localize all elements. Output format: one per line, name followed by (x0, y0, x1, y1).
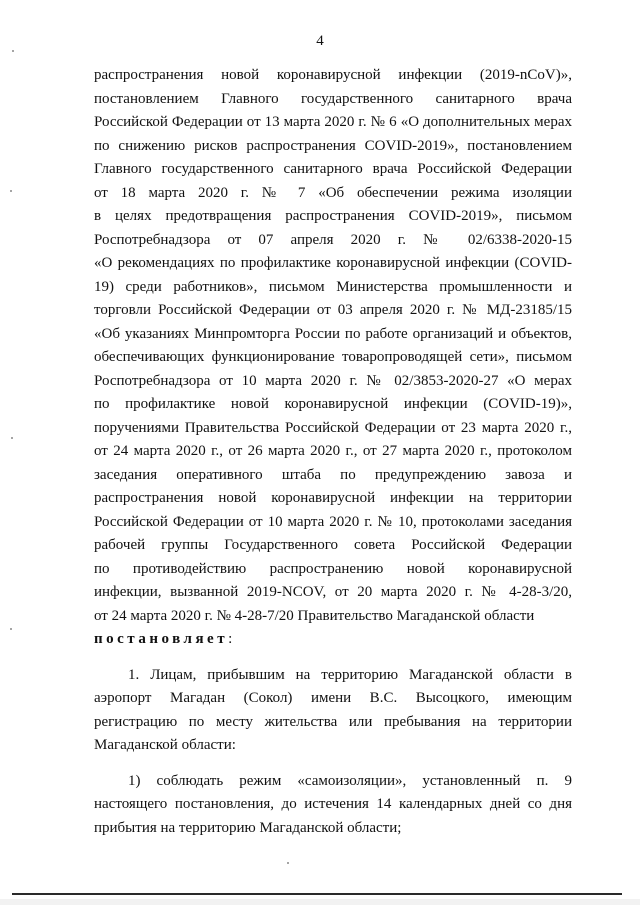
text-line: настоящего постановления, до истечения 14 календарных дней со дня (94, 796, 572, 812)
text-line: по профилактике новой коронавирусной инфекции (COVID-19)», (94, 396, 572, 412)
scan-speck (287, 862, 289, 864)
text-line: 19) среди работников», письмом Министерства промышленности и (94, 278, 572, 295)
document-body (94, 64, 572, 840)
text-line: рабочей группы Государственного совета Российской Федерации (94, 537, 572, 553)
text-line: от 18 марта 2020 г. № 7 «Об обеспечении режима изоляции (94, 184, 572, 201)
paragraph-legal-basis (94, 64, 572, 628)
text-line: прибытия на территорию Магаданской области; (94, 819, 402, 836)
text-line: Российской Федерации от 13 марта 2020 г. № 6 «О дополнительных мерах (94, 114, 572, 130)
text-line: поручениями Правительства Российской Федерации от 23 марта 2020 г., (94, 419, 572, 436)
scan-speck (10, 628, 12, 630)
text-line: распространения новой коронавирусной инфекции на территории (94, 490, 572, 506)
scan-speck (12, 50, 14, 52)
text-line: по противодействию распространению новой коронавирусной (94, 560, 572, 577)
text-line: Роспотребнадзора от 07 апреля 2020 г. № 02/6338-2020-15 (94, 231, 572, 248)
text-line: Главного государственного санитарного врача Российской Федерации (94, 161, 572, 177)
text-line: «Об указаниях Минпромторга России по работе организаций и объектов, (94, 325, 572, 342)
text-line: от 24 марта 2020 г. № 4-28-7/20 Правительство Магаданской области (94, 607, 535, 624)
text-line: «О рекомендациях по профилактике коронавирусной инфекции (COVID- (94, 255, 572, 271)
text-line: 1) соблюдать режим «самоизоляции», установленный п. 9 (128, 772, 572, 789)
text-line: Магаданской области: (94, 737, 236, 753)
text-line: торговли Российской Федерации от 03 апреля 2020 г. № МД-23185/15 (94, 302, 572, 318)
resolves-word: постановляет (94, 631, 229, 647)
text-line: Роспотребнадзора от 10 марта 2020 г. № 02/3853-2020-27 «О мерах (94, 372, 572, 389)
resolves-colon: : (228, 631, 233, 647)
text-line: регистрацию по месту жительства или пребывания на территории (94, 713, 572, 730)
scan-edge-bottom (0, 899, 640, 905)
text-line: заседания оперативного штаба по предупреждению завоза и (94, 466, 572, 483)
text-line: аэропорт Магадан (Сокол) имени В.С. Высоцкого, имеющим (94, 690, 572, 706)
text-line: постановлением Главного государственного санитарного врача (94, 90, 572, 107)
text-line: 1. Лицам, прибывшим на территорию Магаданской области в (128, 666, 572, 683)
scan-speck (11, 437, 13, 439)
text-line: Российской Федерации от 10 марта 2020 г. № 10, протоколами заседания (94, 513, 572, 530)
page-number: 4 (316, 33, 324, 49)
scan-speck (10, 190, 12, 192)
text-line: в целях предотвращения распространения COVID-2019», письмом (94, 208, 572, 224)
text-line: по снижению рисков распространения COVID-2019», постановлением (94, 137, 572, 154)
text-line: от 24 марта 2020 г., от 26 марта 2020 г., от 27 марта 2020 г., протоколом (94, 443, 572, 459)
text-line: распространения новой коронавирусной инфекции (2019-nCoV)», (94, 67, 572, 83)
text-line: обеспечивающих функционирование товаропроводящей сети», письмом (94, 349, 572, 365)
scan-edge-line (12, 893, 622, 895)
text-line: инфекции, вызванной 2019-NCOV, от 20 марта 2020 г. № 4-28-3/20, (94, 584, 572, 600)
resolves-line (94, 628, 572, 652)
paragraph-item-1 (94, 664, 572, 758)
paragraph-subitem-1 (94, 770, 572, 841)
